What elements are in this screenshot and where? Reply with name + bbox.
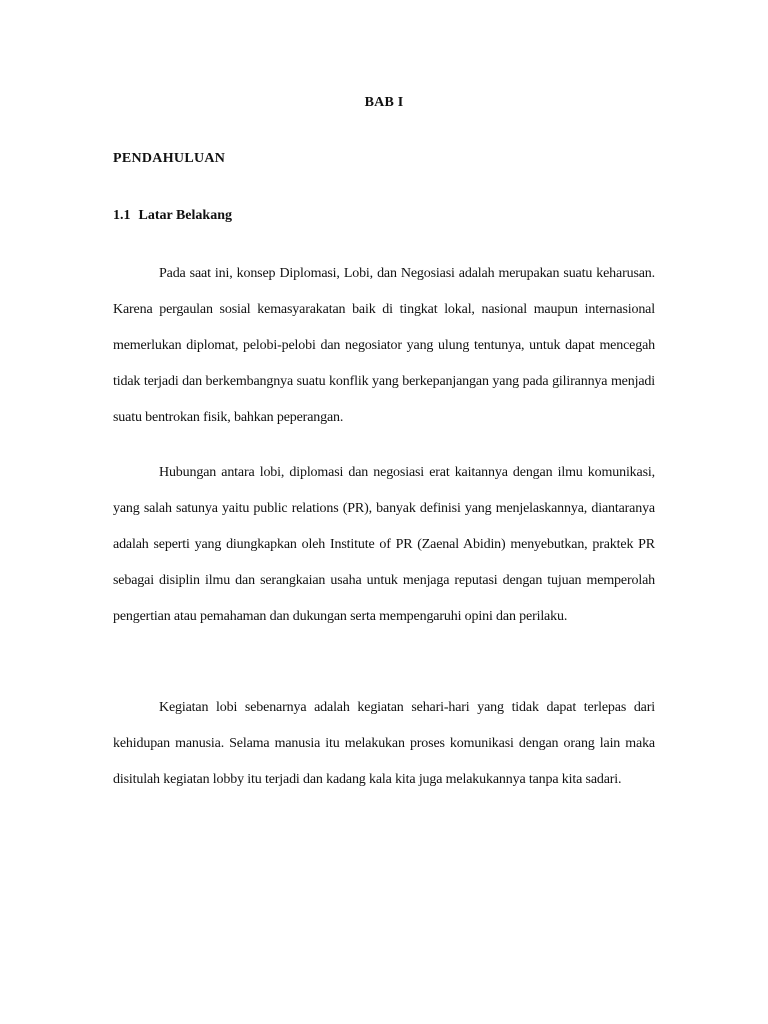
paragraph-2: Hubungan antara lobi, diplomasi dan negosiasi erat kaitannya dengan ilmu komunikasi, yang salah satunya yaitu public relations (PR), banyak definisi yang menjelaskannya, diantaranya adalah seperti yang diungkapkan oleh Institute of PR (Zaenal Abidin) menyebutkan, praktek PR sebagai disiplin ilmu dan serangkaian usaha untuk menjaga reputasi dengan tujuan memperolah pengertian atau pemahaman dan dukungan serta mempengaruhi opini dan perilaku.: [113, 465, 655, 624]
section-heading: [113, 208, 232, 224]
section-number: 1.1: [113, 208, 131, 223]
paragraph-1: Pada saat ini, konsep Diplomasi, Lobi, dan Negosiasi adalah merupakan suatu keharusan. Karena pergaulan sosial kemasyarakatan baik di tingkat lokal, nasional maupun internasional memerlukan diplomat, pelobi-pelobi dan negosiator yang ulung tentunya, untuk dapat mencegah tidak terjadi dan berkembangnya suatu konflik yang berkepanjangan yang pada gilirannya menjadi suatu bentrokan fisik, bahkan peperangan.: [113, 266, 655, 425]
section-title: Latar Belakang: [138, 208, 232, 223]
chapter-title: PENDAHULUAN: [113, 151, 226, 166]
document-page: [113, 0, 655, 1024]
chapter-label: BAB I: [364, 95, 404, 110]
paragraph-3: Kegiatan lobi sebenarnya adalah kegiatan sehari-hari yang tidak dapat terlepas dari kehidupan manusia. Selama manusia itu melakukan proses komunikasi dengan orang lain maka disitulah kegiatan lobby itu terjadi dan kadang kala kita juga melakukannya tanpa kita sadari.: [113, 700, 655, 787]
